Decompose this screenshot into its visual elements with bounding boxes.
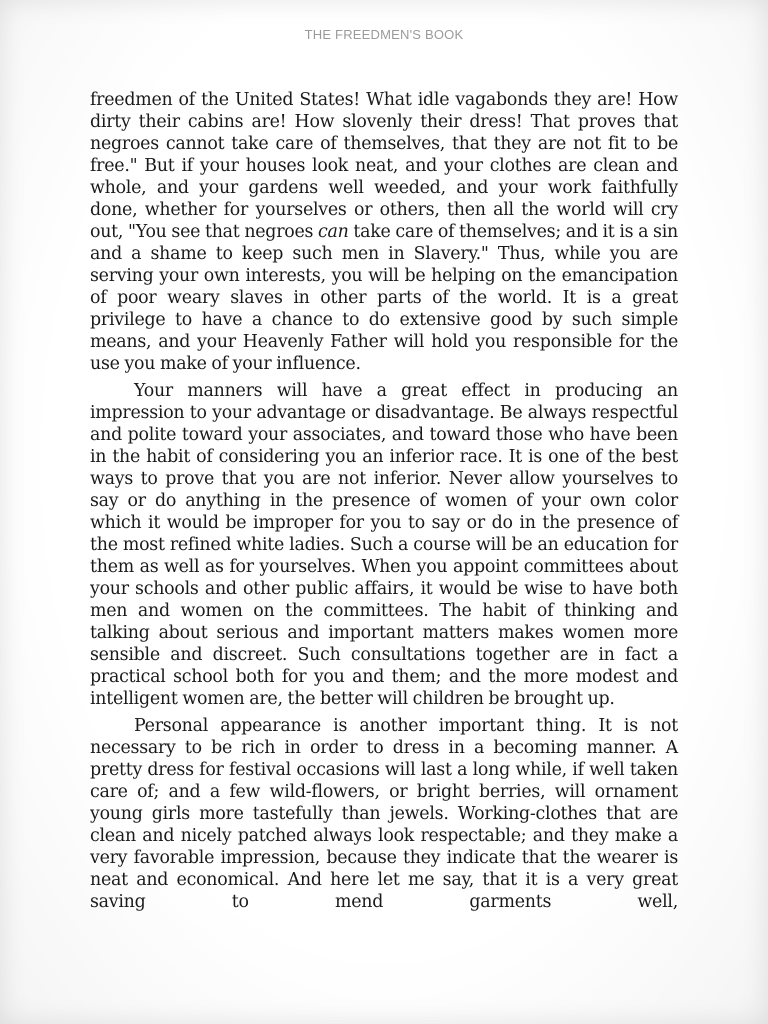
page-body-text xyxy=(90,89,678,913)
running-head: THE FREEDMEN'S BOOK xyxy=(304,27,464,42)
paragraph-appearance: Personal appearance is another important thing. It is not necessary to be rich in order to dress in a becoming manner. A pretty dress for festival occasions will last a long while, if well taken care of; and a few wild-flowers, or bright berries, will ornament young girls more tastefully than jewels. Working-clothes that are clean and nicely patched always look respectable; and they make a very favorable impression, because they indicate that the wearer is neat and economical. And here let me say, that it is a very great saving to mend garments well, xyxy=(90,716,678,912)
emphasized-word: can xyxy=(318,222,349,242)
paragraph-continued xyxy=(90,89,678,375)
paragraph-manners: Your manners will have a great effect in producing an impression to your advantage or disadvantage. Be always respectful and polite toward your associates, and toward those who have been in the habit of considering you an inferior race. It is one of the best ways to prove that you are not inferior. Never allow yourselves to say or do anything in the presence of women of your own color which it would be improper for you to say or do in the presence of the most refined white ladies. Such a course will be an education for them as well as for yourselves. When you appoint committees about your schools and other public affairs, it would be wise to have both men and women on the committees. The habit of thinking and talking about serious and important matters makes women more sensible and discreet. Such consultations together are in fact a practical school both for you and them; and the more modest and intelligent women are, the better will children be brought up. xyxy=(90,381,678,709)
paragraph-segment: freedmen of the United States! What idle vagabonds they are! How dirty their cabins are! How slovenly their dress! That proves that negroes cannot take care of themselves, that they are not fit to be free." But if your houses look neat, and your clothes are clean and whole, and your gardens well weeded, and your work faithfully done, whether for yourselves or others, then all the world will cry out, "You see that negroes xyxy=(90,90,678,242)
paragraph-segment: take care of themselves; and it is a sin and a shame to keep such men in Slavery." Thus, while you are serving your own interests, you will be helping on the emancipation of poor weary slaves in other parts of the world. It is a great privilege to have a chance to do extensive good by such simple means, and your Heavenly Father will hold you responsible for the use you make of your influence. xyxy=(90,222,678,374)
